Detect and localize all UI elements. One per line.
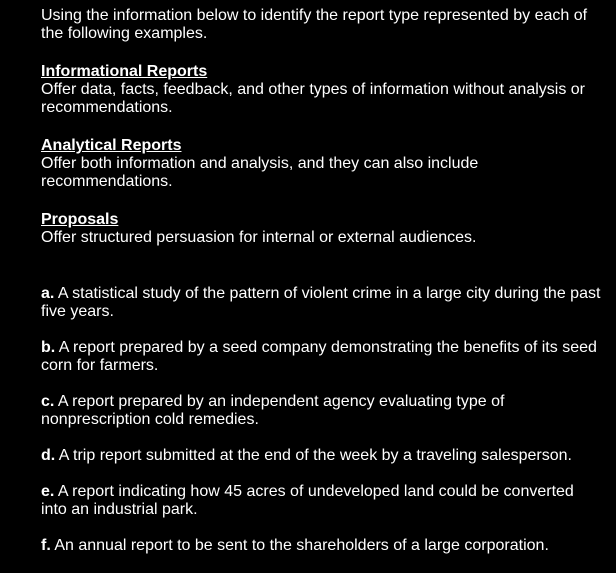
example-letter: c. <box>41 393 55 410</box>
example-item-b <box>41 339 601 375</box>
report-type-analytical <box>41 137 601 191</box>
report-type-description: Offer both information and analysis, and they can also include recommendations. <box>41 155 479 190</box>
example-text: A trip report submitted at the end of the week by a traveling salesperson. <box>58 447 572 464</box>
example-text: An annual report to be sent to the shareholders of a large corporation. <box>54 537 549 554</box>
example-item-c <box>41 393 601 429</box>
example-item-d <box>41 447 601 465</box>
example-item-a <box>41 285 601 321</box>
example-letter: b. <box>41 339 56 356</box>
example-text: A report prepared by an independent agency evaluating type of nonprescription cold remedies. <box>41 393 505 428</box>
report-type-heading: Proposals <box>41 211 119 228</box>
example-letter: f. <box>41 537 51 554</box>
example-text: A report prepared by a seed company demonstrating the benefits of its seed corn for farmers. <box>41 339 597 374</box>
example-text: A statistical study of the pattern of violent crime in a large city during the past five years. <box>41 285 601 320</box>
report-type-heading: Analytical Reports <box>41 137 182 154</box>
example-letter: a. <box>41 285 55 302</box>
report-type-description: Offer structured persuasion for internal or external audiences. <box>41 229 477 246</box>
example-letter: d. <box>41 447 56 464</box>
report-type-description: Offer data, facts, feedback, and other types of information without analysis or recommendations. <box>41 81 585 116</box>
example-item-f <box>41 537 601 555</box>
report-type-proposals <box>41 211 601 247</box>
intro-text: Using the information below to identify the report type represented by each of the following examples. <box>41 7 588 42</box>
example-letter: e. <box>41 483 55 500</box>
report-type-heading: Informational Reports <box>41 63 208 80</box>
document-body <box>41 7 601 573</box>
example-item-e <box>41 483 601 519</box>
example-text: A report indicating how 45 acres of undeveloped land could be converted into an industrial park. <box>41 483 574 518</box>
report-type-informational <box>41 63 601 117</box>
